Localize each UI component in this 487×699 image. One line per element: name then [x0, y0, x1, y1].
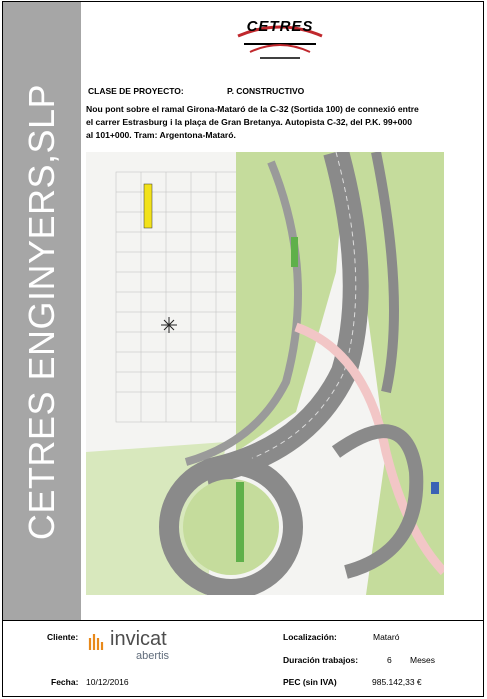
date-label: Fecha:: [51, 677, 79, 687]
description-line-1: Nou pont sobre el ramal Girona-Mataró de la C-32 (Sortida 100) de connexió entre: [86, 104, 419, 114]
cetres-logo-text: CETRES: [246, 18, 314, 35]
pec-value: 985.142,33 €: [372, 677, 422, 687]
invicat-emblem-icon: [88, 632, 106, 652]
footer-divider: [3, 620, 483, 621]
site-plan-drawing: [86, 152, 444, 595]
site-plan-image: [86, 152, 444, 595]
project-class-label: CLASE DE PROYECTO:: [88, 86, 184, 96]
company-name-vertical: CETRES ENGINYERS,SLP: [21, 83, 62, 541]
client-label: Cliente:: [47, 632, 79, 642]
cetres-logo: [230, 14, 330, 62]
description-line-2: el carrer Estrasburg i la plaça de Gran Bretanya. Autopista C-32, del P.K. 99+000: [86, 117, 412, 127]
project-description: [86, 103, 481, 142]
client-logo-invicat-text: invicat: [110, 628, 167, 650]
location-label: Localización:: [283, 632, 337, 642]
client-logo-invicat-abertis: [88, 628, 188, 670]
client-logo-abertis-text: abertis: [136, 650, 170, 662]
duration-value: 6: [387, 655, 392, 665]
project-class-value: P. CONSTRUCTIVO: [227, 86, 305, 96]
date-value: 10/12/2016: [86, 677, 129, 687]
description-line-3: al 101+000. Tram: Argentona-Mataró.: [86, 130, 236, 140]
duration-unit: Meses: [410, 655, 436, 665]
pec-label: PEC (sin IVA): [283, 677, 337, 687]
location-value: Mataró: [373, 632, 400, 642]
duration-label: Duración trabajos:: [283, 655, 359, 665]
